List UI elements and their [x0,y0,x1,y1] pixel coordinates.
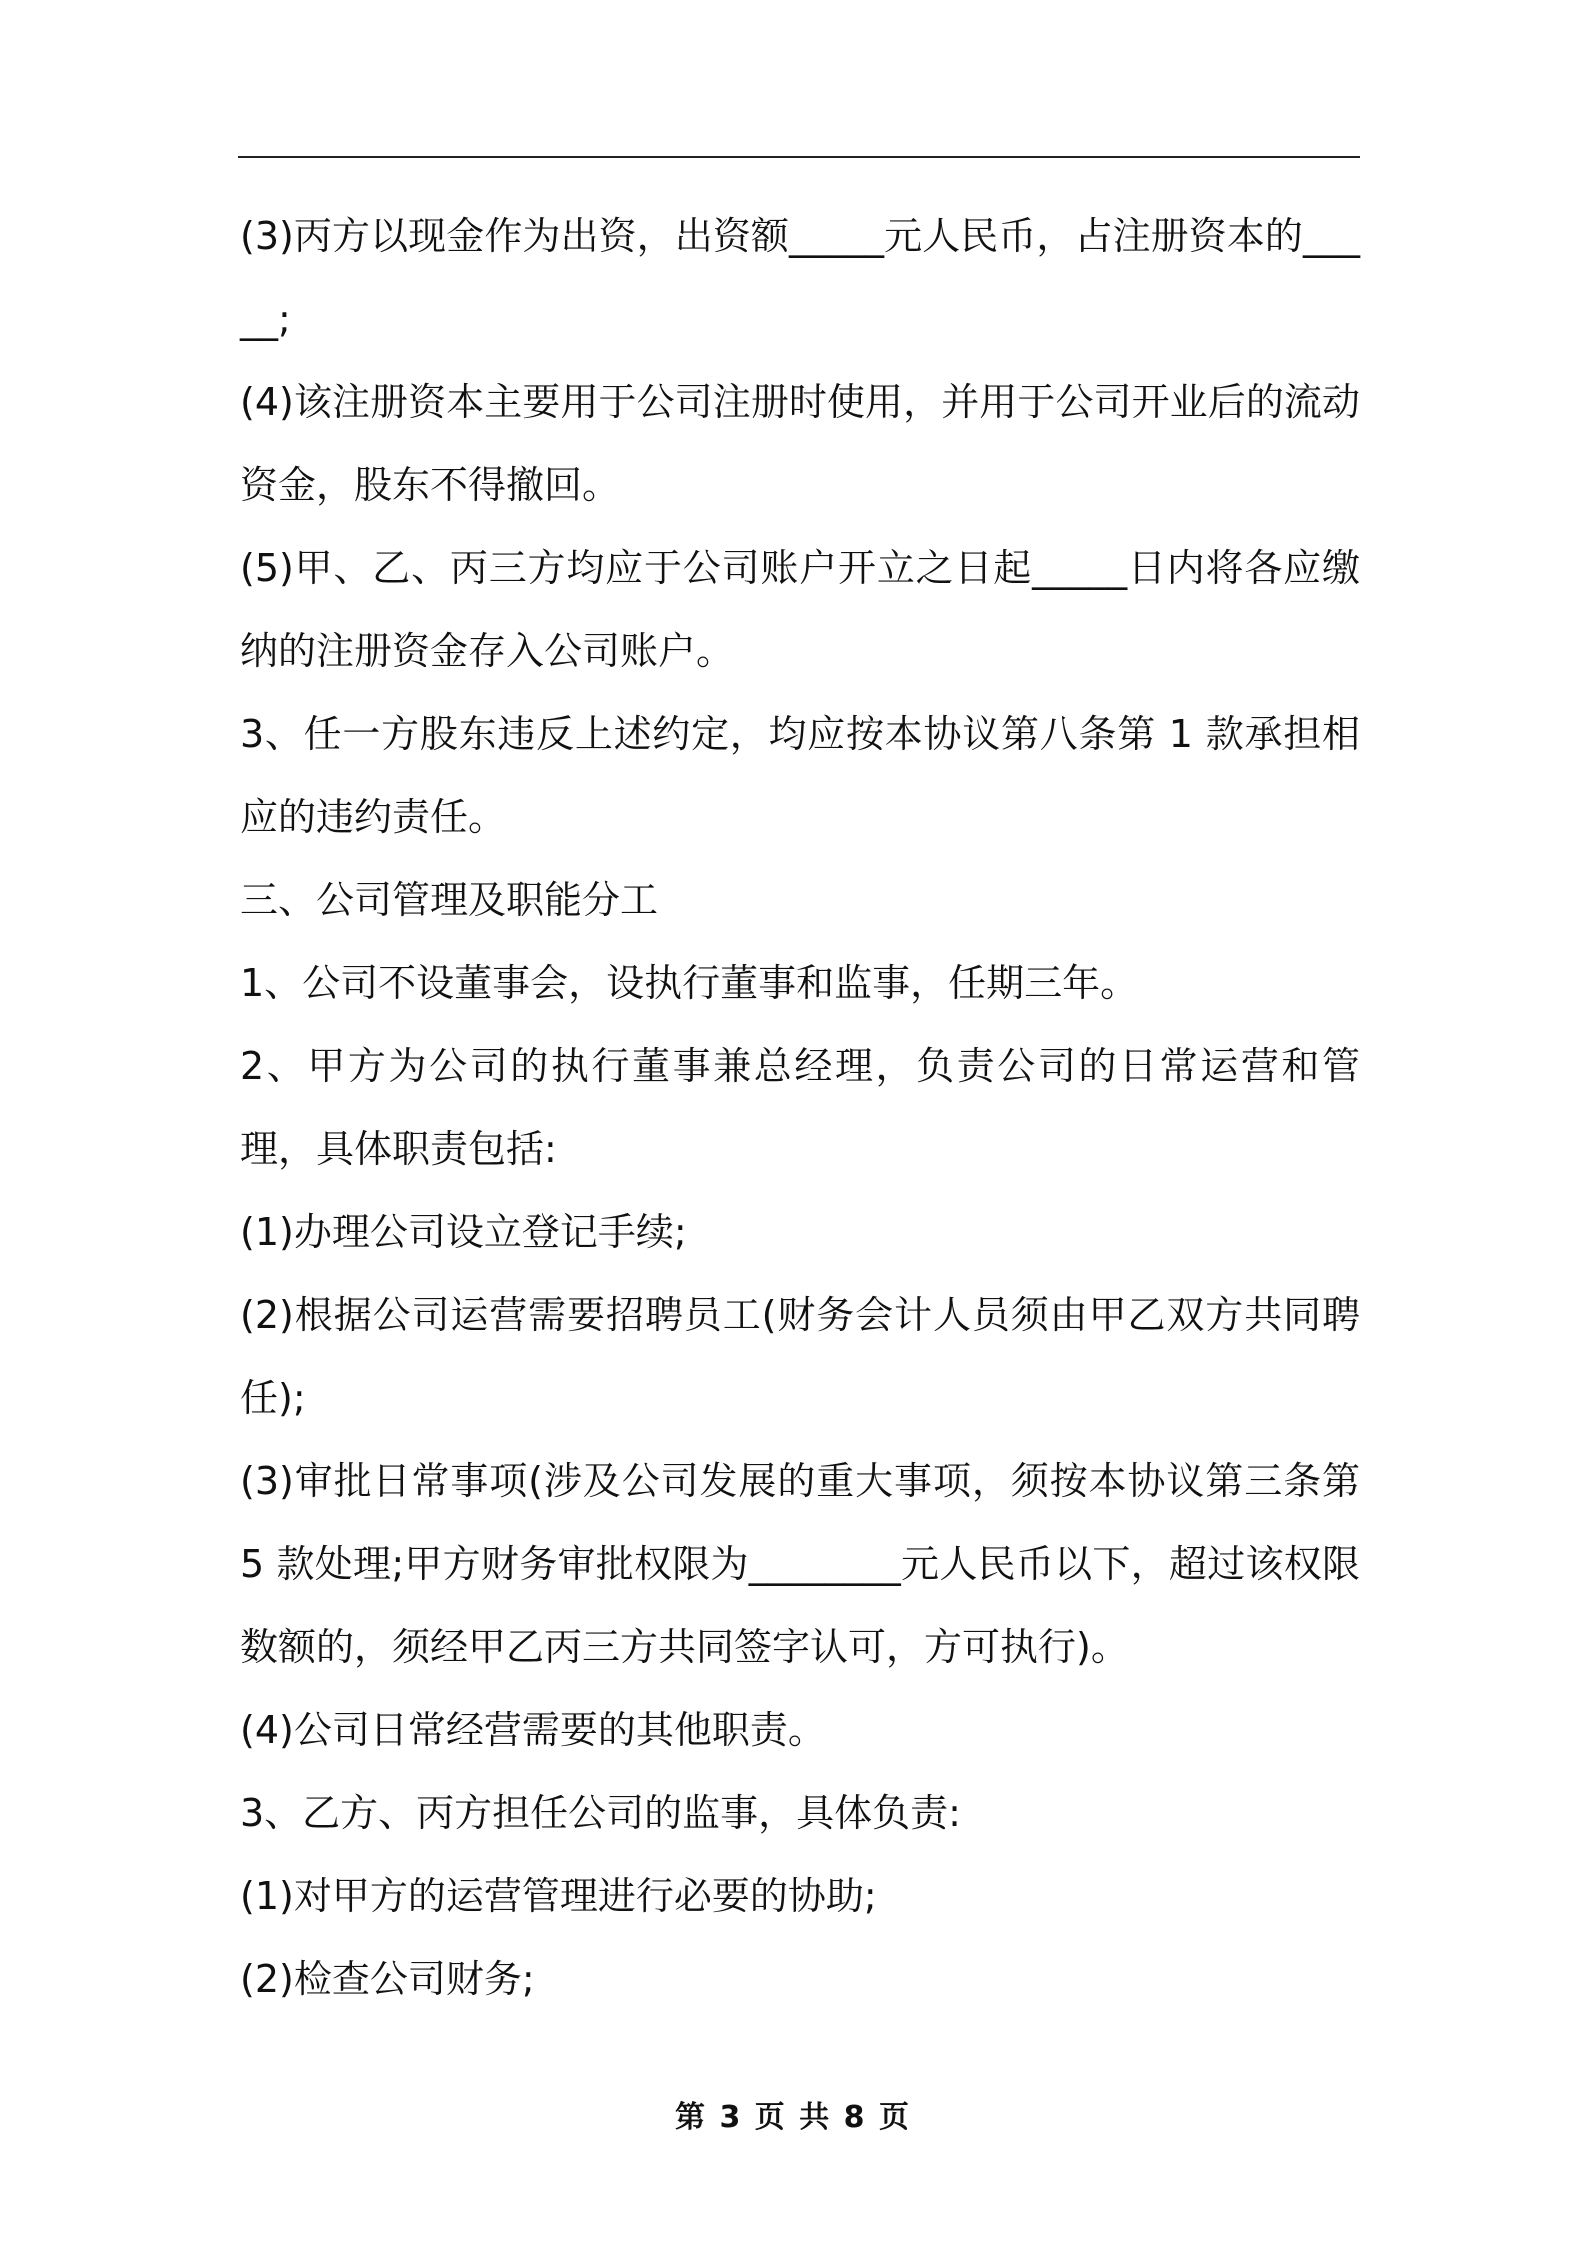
paragraph-no-board: 1、公司不设董事会，设执行董事和监事，任期三年。 [240,961,1139,1005]
paragraph-executive-director: 2、甲方为公司的执行董事兼总经理，负责公司的日常运营和管理，具体职责包括: [240,1044,1360,1171]
paragraph-supervisor-assist: (1)对甲方的运营管理进行必要的协助; [240,1874,877,1918]
paragraph-supervisors: 3、乙方、丙方担任公司的监事，具体负责: [240,1791,961,1835]
header-divider [238,156,1360,158]
paragraph-capital-bing: (3)丙方以现金作为出资，出资额_____元人民币，占注册资本的_____; [240,214,1360,341]
page-number-footer: 第 3 页 共 8 页 [675,2100,911,2135]
paragraph-duty-approval: (3)审批日常事项(涉及公司发展的重大事项，须按本协议第三条第 5 款处理;甲方财务审批权限为________元人民币以下，超过该权限数额的，须经甲乙丙三方共同签字认可，方可执行)。 [240,1459,1373,1669]
paragraph-duty-hiring: (2)根据公司运营需要招聘员工(财务会计人员须由甲乙双方共同聘任); [240,1293,1360,1420]
paragraph-capital-deposit: (5)甲、乙、丙三方均应于公司账户开立之日起_____日内将各应缴纳的注册资金存入公司账户。 [240,546,1360,673]
document-body [240,195,1373,2021]
paragraph-supervisor-finance: (2)检查公司财务; [240,1957,535,2001]
section-heading-management: 三、公司管理及职能分工 [240,878,659,922]
paragraph-duty-registration: (1)办理公司设立登记手续; [240,1210,687,1254]
paragraph-breach-liability: 3、任一方股东违反上述约定，均应按本协议第八条第 1 款承担相应的违约责任。 [240,712,1360,839]
paragraph-duty-other: (4)公司日常经营需要的其他职责。 [240,1708,826,1752]
paragraph-capital-usage: (4)该注册资本主要用于公司注册时使用，并用于公司开业后的流动资金，股东不得撤回。 [240,380,1360,507]
